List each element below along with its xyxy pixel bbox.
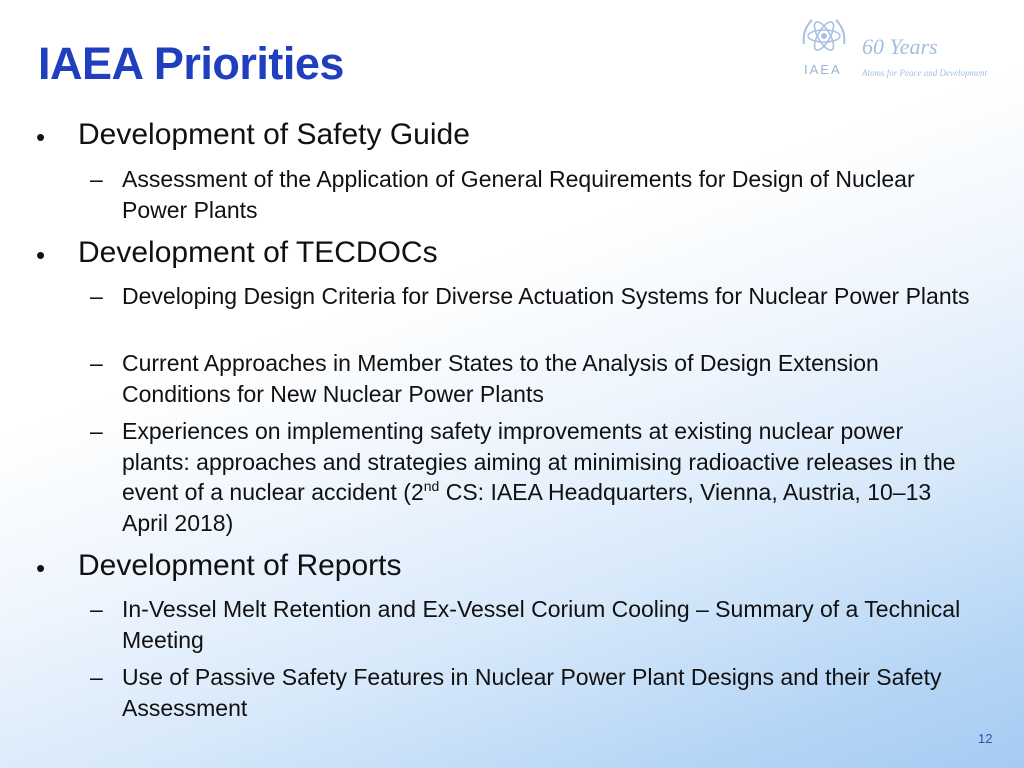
dash-icon: –: [90, 664, 103, 690]
bullet-icon: •: [36, 553, 46, 583]
bullet-icon: •: [36, 240, 46, 270]
bullet-icon: •: [36, 122, 46, 152]
dash-icon: –: [90, 283, 103, 309]
list-item-text-before: Experiences on implementing safety improvements at existing nuclear power plants: approaches and strategies aiming at minimising radioactive releases in the event of a nuclear accident (2: [122, 418, 956, 505]
list-item: Current Approaches in Member States to the Analysis of Design Extension Conditions for New Nuclear Power Plants: [122, 350, 879, 407]
dash-icon: –: [90, 418, 103, 444]
section-heading: Development of Safety Guide: [78, 118, 470, 151]
logo-tagline: Atoms for Peace and Development: [862, 68, 987, 78]
ordinal-superscript: nd: [423, 478, 440, 494]
list-item: Use of Passive Safety Features in Nuclear Power Plant Designs and their Safety Assessment: [122, 664, 942, 721]
list-item: Developing Design Criteria for Diverse Actuation Systems for Nuclear Power Plants: [122, 283, 970, 309]
section-heading: Development of TECDOCs: [78, 236, 438, 269]
section-heading: Development of Reports: [78, 549, 402, 582]
logo-years-text: 60 Years: [862, 34, 938, 59]
dash-icon: –: [90, 350, 103, 376]
dash-icon: –: [90, 596, 103, 622]
dash-icon: –: [90, 166, 103, 192]
list-item: In-Vessel Melt Retention and Ex-Vessel Corium Cooling – Summary of a Technical Meeting: [122, 596, 961, 653]
slide-title: IAEA Priorities: [38, 38, 344, 89]
atom-emblem-icon: [798, 14, 858, 64]
list-item-text-after: CS: IAEA Headquarters, Vienna, Austria, 10–13 April 2018): [122, 479, 932, 536]
page-number: 12: [978, 731, 993, 746]
list-item: [122, 416, 972, 538]
list-item: Assessment of the Application of General Requirements for Design of Nuclear Power Plants: [122, 166, 915, 223]
iaea-60-years-logo: [798, 14, 1008, 82]
logo-org-text: IAEA: [804, 62, 842, 77]
